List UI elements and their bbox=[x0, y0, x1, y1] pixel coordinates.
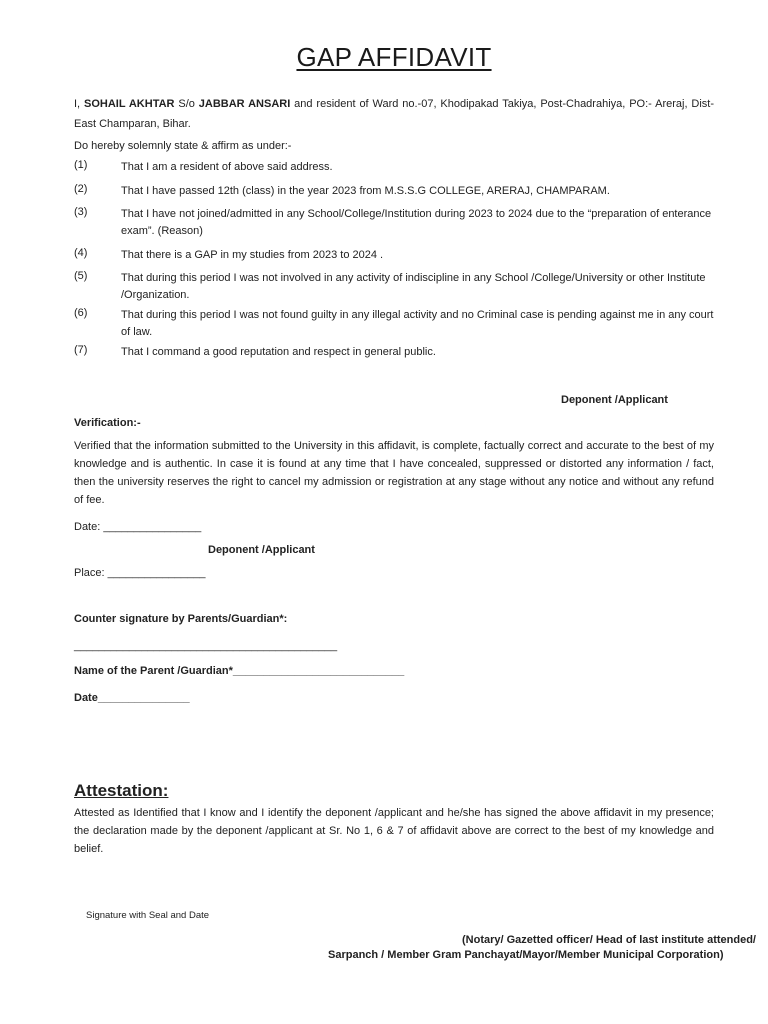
attesting-authority-line-2: Sarpanch / Member Gram Panchayat/Mayor/Member Municipal Corporation) bbox=[328, 949, 724, 961]
list-item-number: (4) bbox=[74, 247, 88, 259]
father-name: JABBAR ANSARI bbox=[198, 98, 291, 110]
list-item-text: That I have passed 12th (class) in the year 2023 from M.S.S.G COLLEGE, ARERAJ, CHAMPARAM. bbox=[121, 185, 610, 197]
attestation-heading: Attestation: bbox=[74, 781, 169, 800]
list-item-number: (2) bbox=[74, 183, 88, 195]
attesting-authority-line-1: (Notary/ Gazetted officer/ Head of last institute attended/ bbox=[462, 934, 756, 946]
place-field: Place: ________________ bbox=[74, 567, 206, 579]
document-title: GAP AFFIDAVIT bbox=[296, 42, 492, 72]
intro-prefix: I, bbox=[74, 98, 85, 110]
list-item-text: That during this period I was not found guilty in any illegal activity and no Criminal case is pending against me in any court of law. bbox=[121, 309, 714, 338]
guardian-signature-line: ___________________________________________ bbox=[74, 640, 338, 652]
list-item-number: (1) bbox=[74, 159, 88, 171]
list-item-text: That I have not joined/admitted in any School/College/Institution during 2023 to 2024 due to the “preparation of enterance exam”. (Reason) bbox=[121, 208, 712, 237]
guardian-date-field: Date_______________ bbox=[74, 692, 190, 704]
list-item-text: That I am a resident of above said address. bbox=[121, 161, 333, 173]
attestation-text: Attested as Identified that I know and I identify the deponent /applicant and he/she has signed the above affidavit in my presence; the declaration made by the deponent /applicant at Sr. No 1, 6 & 7 of affidavit above are correct to the best of my knowledge and belief. bbox=[74, 807, 714, 855]
intro-relation: S/o bbox=[174, 98, 199, 110]
list-item-number: (7) bbox=[74, 344, 88, 356]
deponent-label-signature: Deponent /Applicant bbox=[208, 544, 315, 556]
list-item-number: (3) bbox=[74, 206, 88, 218]
list-item-text: That during this period I was not involved in any activity of indiscipline in any School /College/University or other Institute /Organization. bbox=[121, 272, 706, 301]
guardian-name-field: Name of the Parent /Guardian*____________________________ bbox=[74, 665, 405, 677]
deponent-label: Deponent /Applicant bbox=[561, 394, 668, 406]
verification-text: Verified that the information submitted to the University in this affidavit, is complete, factually correct and accurate to the best of my knowledge and is authentic. In case it is found at any time that I have concealed, suppressed or distorted any information / fact, then the university reserves the right to cancel my admission or registration at any stage without any notice and without any refund of fee. bbox=[74, 440, 714, 506]
date-field: Date: ________________ bbox=[74, 521, 202, 533]
signature-seal-label: Signature with Seal and Date bbox=[86, 910, 210, 921]
deponent-name: SOHAIL AKHTAR bbox=[84, 98, 175, 110]
solemn-statement: Do hereby solemnly state & affirm as under:- bbox=[74, 140, 292, 152]
list-item-number: (6) bbox=[74, 307, 88, 319]
intro-address: and resident of Ward no.-07, Khodipakad Takiya, Post-Chadrahiya, PO:- Areraj, Dist- East Champaran, Bihar. bbox=[74, 98, 715, 130]
list-item-text: That there is a GAP in my studies from 2023 to 2024 . bbox=[121, 249, 384, 261]
counter-signature-label: Counter signature by Parents/Guardian*: bbox=[74, 613, 288, 625]
verification-heading: Verification:- bbox=[74, 417, 141, 429]
list-item-text: That I command a good reputation and respect in general public. bbox=[121, 346, 436, 358]
list-item-number: (5) bbox=[74, 270, 88, 282]
intro-paragraph bbox=[74, 94, 714, 134]
